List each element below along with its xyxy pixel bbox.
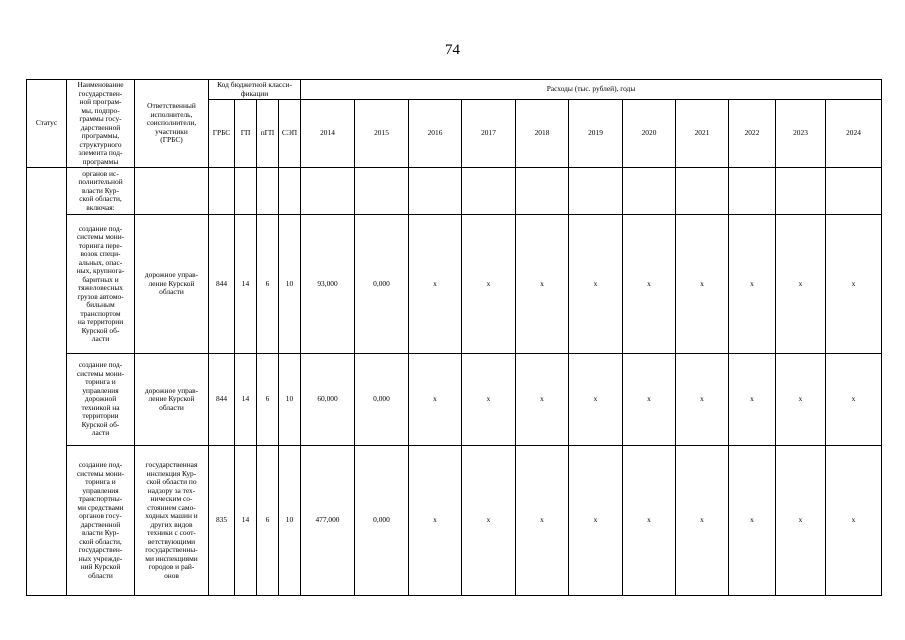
row-code: 10 (279, 446, 301, 596)
row-code (279, 168, 301, 215)
budget-code-header: Код бюджетной класси- фикации (209, 80, 301, 100)
page-number: 74 (445, 42, 460, 58)
row-value: x (826, 354, 882, 446)
row-value (301, 168, 355, 215)
year-header: 2024 (826, 100, 882, 168)
status-cell (27, 168, 67, 596)
row-value (355, 168, 409, 215)
expenses-header: Расходы (тыс. рублей), годы (301, 80, 882, 100)
row-code (209, 168, 235, 215)
row-value: x (569, 446, 623, 596)
row-value: x (623, 446, 676, 596)
row-code: 10 (279, 215, 301, 354)
code-header-pgp: пГП (257, 100, 279, 168)
row-value: x (516, 215, 569, 354)
row-value: 93,000 (301, 215, 355, 354)
table-row (27, 354, 882, 446)
row-code (235, 168, 257, 215)
row-value (409, 168, 462, 215)
row-value: 0,000 (355, 354, 409, 446)
table-row (27, 446, 882, 596)
row-value: x (516, 446, 569, 596)
row-value: x (826, 215, 882, 354)
row-code: 6 (257, 446, 279, 596)
row-value: x (462, 446, 516, 596)
row-code: 10 (279, 354, 301, 446)
year-header: 2022 (729, 100, 776, 168)
row-value: x (623, 354, 676, 446)
row-code (257, 168, 279, 215)
row-code: 14 (235, 446, 257, 596)
row-value: 477,000 (301, 446, 355, 596)
row-value: x (409, 354, 462, 446)
row-value: x (462, 354, 516, 446)
row-value: x (409, 446, 462, 596)
row-name: создание под- системы мони- торинга и управления дорожной техникой на территории Курской об- ласти (67, 354, 135, 446)
row-value (569, 168, 623, 215)
row-value: x (676, 215, 729, 354)
row-executor: государственная инспекция Кур- ской области по надзору за тех- ническим со- стоянием само- ходных машин и других видов техники с соот- ветствующими государственны- ми инспекциями городов и рай- онов (135, 446, 209, 596)
code-header-grbs: ГРБС (209, 100, 235, 168)
name-header: Наименование государствен- ной програм- мы, подпро- граммы госу- дарственной программы, структурного элемента под- программы (67, 80, 135, 168)
row-value (676, 168, 729, 215)
budget-table (26, 79, 882, 596)
row-value (462, 168, 516, 215)
row-code: 6 (257, 354, 279, 446)
row-name: создание под- системы мони- торинга и управления транспортны- ми средствами органов госу- дарственной власти Кур- ской области, государствен- ных учрежде- ний Курской области (67, 446, 135, 596)
row-value: x (826, 446, 882, 596)
row-value: x (516, 354, 569, 446)
table-row (27, 168, 882, 215)
row-value: x (776, 446, 826, 596)
table-row (27, 215, 882, 354)
year-header: 2020 (623, 100, 676, 168)
year-header: 2016 (409, 100, 462, 168)
year-header: 2018 (516, 100, 569, 168)
row-value (623, 168, 676, 215)
row-value: x (409, 215, 462, 354)
row-value: x (462, 215, 516, 354)
row-value: 0,000 (355, 215, 409, 354)
row-value: x (569, 354, 623, 446)
code-header-gp: ГП (235, 100, 257, 168)
row-value (776, 168, 826, 215)
row-value: x (776, 215, 826, 354)
row-executor: дорожное управ- ление Курской области (135, 354, 209, 446)
row-value (826, 168, 882, 215)
year-header: 2017 (462, 100, 516, 168)
status-header: Статус (27, 80, 67, 168)
row-value: x (676, 354, 729, 446)
row-code: 844 (209, 354, 235, 446)
row-value: x (729, 354, 776, 446)
executor-header: Ответственный исполнитель, соисполнители, участники (ГРБС) (135, 80, 209, 168)
year-header: 2021 (676, 100, 729, 168)
row-value: x (729, 215, 776, 354)
row-executor (135, 168, 209, 215)
year-header: 2014 (301, 100, 355, 168)
year-header: 2019 (569, 100, 623, 168)
row-executor: дорожное управ- ление Курской области (135, 215, 209, 354)
row-value: x (569, 215, 623, 354)
row-value: x (776, 354, 826, 446)
row-value (516, 168, 569, 215)
row-value: 60,000 (301, 354, 355, 446)
header-row-top (27, 80, 882, 100)
row-name: органов ис- полнительной власти Кур- ской области, включая: (67, 168, 135, 215)
row-name: создание под- системы мони- торинга пере- возок специ- альных, опас- ных, крупнога- баритных и тяжеловесных грузов автомо- бильным транспортом на территории Курской об- ласти (67, 215, 135, 354)
year-header: 2023 (776, 100, 826, 168)
code-header-sep: СЭП (279, 100, 301, 168)
row-code: 14 (235, 215, 257, 354)
row-code: 6 (257, 215, 279, 354)
row-value: 0,000 (355, 446, 409, 596)
row-value: x (623, 215, 676, 354)
row-code: 14 (235, 354, 257, 446)
row-code: 835 (209, 446, 235, 596)
row-value: x (676, 446, 729, 596)
row-value (729, 168, 776, 215)
year-header: 2015 (355, 100, 409, 168)
row-code: 844 (209, 215, 235, 354)
row-value: x (729, 446, 776, 596)
